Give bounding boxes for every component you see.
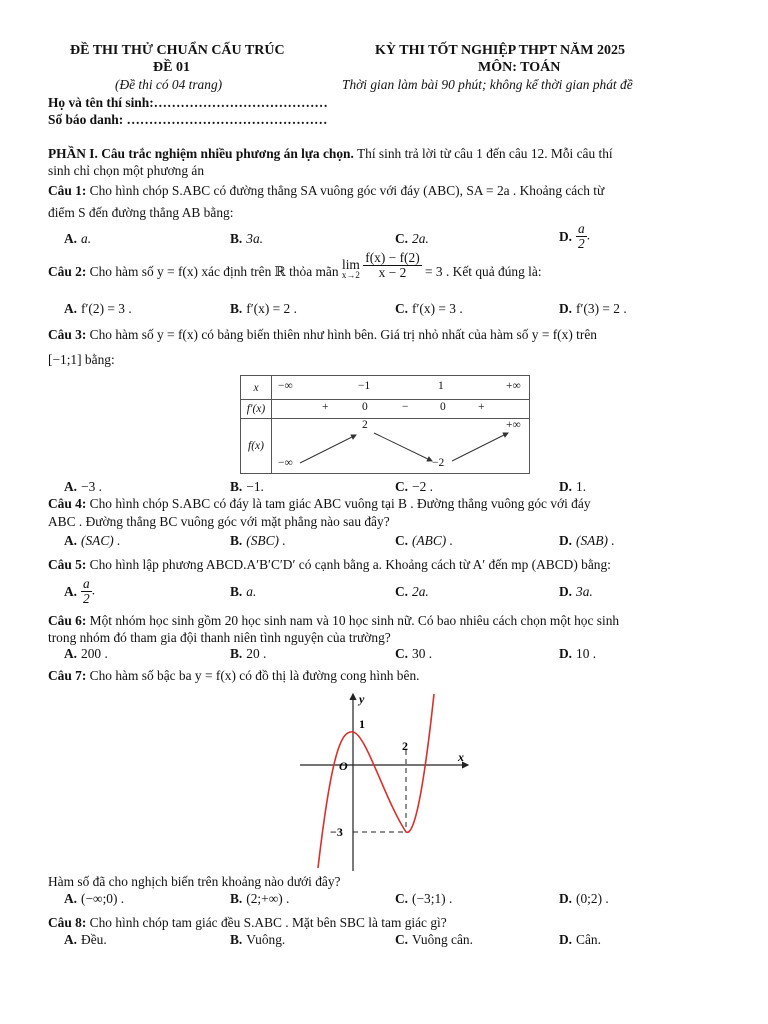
vt-sign-4: + <box>478 401 485 413</box>
q4-option-c[interactable]: C. (ABC) . <box>395 533 453 548</box>
q3-option-d[interactable]: D. 1. <box>559 479 587 494</box>
q5-label: Câu 5: <box>48 557 87 572</box>
q3-option-c[interactable]: C. −2 . <box>395 479 433 494</box>
vt-x-2: 1 <box>438 380 444 392</box>
q2-frac-num: f(x) − f(2) <box>365 250 420 266</box>
q6-stem <box>48 612 723 629</box>
vt-sign-0: + <box>322 401 329 413</box>
vt-x-1: −1 <box>358 380 371 392</box>
q8-option-c[interactable]: C. Vuông cân. <box>395 932 473 947</box>
variation-table <box>240 375 530 474</box>
q4-label: Câu 4: <box>48 496 87 511</box>
q6-label: Câu 6: <box>48 613 87 628</box>
graph-x-label: x <box>458 750 464 764</box>
q7-option-d[interactable]: D. (0;2) . <box>559 891 609 906</box>
graph-y-label: y <box>359 692 365 706</box>
vt-sign-2: − <box>402 401 409 413</box>
q7-text-2: Hàm số đã cho nghịch biến trên khoảng nào dưới đây? <box>48 874 341 889</box>
q4-text-2: ABC . Đường thẳng BC vuông góc với mặt phẳng nào sau đây? <box>48 514 390 529</box>
q2-lim-sub: x→2 <box>341 269 360 280</box>
q1-text-2: điểm S đến đường thẳng AB bằng: <box>48 205 234 220</box>
q8-option-d[interactable]: D. Cân. <box>559 932 601 947</box>
q1-stem <box>48 182 723 199</box>
q6-text-2: trong nhóm đó tham gia đội thanh niên tình nguyện của trường? <box>48 630 391 645</box>
vt-fp-label: f′(x) <box>241 400 272 419</box>
q2-option-d[interactable]: D. f′(3) = 2 . <box>559 301 627 316</box>
q3-stem <box>48 326 723 343</box>
cubic-curve <box>318 694 434 868</box>
q7-option-b[interactable]: B. (2;+∞) . <box>230 891 290 906</box>
vt-f-0: −∞ <box>278 457 293 469</box>
q8-stem <box>48 914 723 931</box>
q2-option-c[interactable]: C. f′(x) = 3 . <box>395 301 463 316</box>
q3-text-2: [−1;1] bằng: <box>48 352 115 367</box>
vt-x-0: −∞ <box>278 380 293 392</box>
q7-label: Câu 7: <box>48 668 87 683</box>
q5-option-c[interactable]: C. 2a. <box>395 584 429 599</box>
q4-option-b[interactable]: B. (SBC) . <box>230 533 286 548</box>
q2-frac-den: x − 2 <box>378 265 407 281</box>
q7-stem <box>48 667 723 684</box>
q2-text-a: Cho hàm số y = f(x) xác định trên ℝ thỏa mãn <box>86 264 342 279</box>
q7-option-c[interactable]: C. (−3;1) . <box>395 891 453 906</box>
vt-f-3: +∞ <box>506 419 521 431</box>
q4-option-a[interactable]: A. (SAC) . <box>64 533 121 548</box>
graph-y1-label: 1 <box>359 717 365 731</box>
q8-label: Câu 8: <box>48 915 87 930</box>
q2-label: Câu 2: <box>48 264 87 279</box>
q3-option-b[interactable]: B. −1. <box>230 479 264 494</box>
q2-option-a[interactable]: A. f′(2) = 3 . <box>64 301 132 316</box>
section-desc: Thí sinh trả lời từ câu 1 đến câu 12. Mỗi câu thí <box>353 146 613 161</box>
q6-option-b[interactable]: B. 20 . <box>230 646 267 661</box>
q1-text-1: Cho hình chóp S.ABC có đường thẳng SA vuông góc với đáy (ABC), SA = 2a . Khoảng cách từ <box>86 183 605 198</box>
vt-f-1: 2 <box>362 419 368 431</box>
q4-option-d[interactable]: D. (SAB) . <box>559 533 615 548</box>
q1-option-c[interactable]: C. 2a. <box>395 231 429 246</box>
vt-arrows <box>272 419 530 474</box>
q1-option-a[interactable]: A. a. <box>64 231 92 246</box>
q2-text-b: = 3 . Kết quả đúng là: <box>421 264 542 279</box>
vt-x-3: +∞ <box>506 380 521 392</box>
q5-option-b[interactable]: B. a. <box>230 584 257 599</box>
q5-text-1: Cho hình lập phương ABCD.A′B′C′D′ có cạnh bằng a. Khoảng cách từ A′ đến mp (ABCD) bằng: <box>86 557 611 572</box>
q7-graph <box>296 688 476 873</box>
q8-option-b[interactable]: B. Vuông. <box>230 932 286 947</box>
header-right-subject: MÔN: TOÁN <box>478 60 561 75</box>
q4-text-1: Cho hình chóp S.ABC có đáy là tam giác ABC vuông tại B . Đường thẳng vuông góc với đáy <box>86 496 591 511</box>
header-right-time: Thời gian làm bài 90 phút; không kể thời gian phát đề <box>342 77 633 92</box>
q3-label: Câu 3: <box>48 327 87 342</box>
q5-option-d[interactable]: D. 3a. <box>559 584 593 599</box>
section-title: PHẦN I. Câu trắc nghiệm nhiều phương án lựa chọn. <box>48 146 354 161</box>
q7-text-1: Cho hàm số bậc ba y = f(x) có đồ thị là đường cong hình bên. <box>86 668 420 683</box>
q7-option-a[interactable]: A. (−∞;0) . <box>64 891 125 906</box>
q6-option-a[interactable]: A. 200 . <box>64 646 108 661</box>
header-left-pages: (Đề thi có 04 trang) <box>115 77 223 92</box>
section-desc-2: sinh chỉ chọn một phương án <box>48 163 205 178</box>
q8-option-a[interactable]: A. Đều. <box>64 932 107 947</box>
header-left-title: ĐỀ THI THỬ CHUẨN CẤU TRÚC <box>70 43 285 58</box>
q1-label: Câu 1: <box>48 183 87 198</box>
q2-option-b[interactable]: B. f′(x) = 2 . <box>230 301 297 316</box>
q3-text-1: Cho hàm số y = f(x) có bảng biến thiên như hình bên. Giá trị nhỏ nhất của hàm số y = f(x) trên <box>86 327 597 342</box>
q4-stem <box>48 495 723 512</box>
q6-option-d[interactable]: D. 10 . <box>559 646 597 661</box>
q8-text-1: Cho hình chóp tam giác đều S.ABC . Mặt bên SBC là tam giác gì? <box>86 915 447 930</box>
q1-option-d[interactable]: D. $\frac{a}{2}$ . <box>559 221 591 251</box>
candidate-name-line: Họ và tên thí sinh:………………………………… <box>48 95 328 110</box>
q5-stem <box>48 556 723 573</box>
header-right-title: KỲ THI TỐT NGHIỆP THPT NĂM 2025 <box>375 43 625 58</box>
vt-sign-1: 0 <box>362 401 368 413</box>
section-intro <box>48 145 723 162</box>
candidate-id-line: Số báo danh: ……………………………………… <box>48 112 328 127</box>
vt-sign-3: 0 <box>440 401 446 413</box>
graph-origin-label: O <box>339 759 348 773</box>
vt-x-label: x <box>241 376 272 400</box>
vt-f-label: f(x) <box>241 419 272 474</box>
q6-option-c[interactable]: C. 30 . <box>395 646 433 661</box>
q2-lim: lim <box>341 256 360 272</box>
q2-stem <box>48 250 723 281</box>
q6-text-1: Một nhóm học sinh gồm 20 học sinh nam và 10 học sinh nữ. Có bao nhiêu cách chọn một học sinh <box>86 613 620 628</box>
graph-ym3-label: −3 <box>330 825 343 839</box>
q1-option-b[interactable]: B. 3a. <box>230 231 264 246</box>
header-left-code: ĐỀ 01 <box>153 60 190 75</box>
q5-option-a[interactable]: A. $\frac{a}{2}$ . <box>64 576 96 606</box>
q3-option-a[interactable]: A. −3 . <box>64 479 102 494</box>
graph-x2-label: 2 <box>402 739 408 753</box>
vt-f-2: −2 <box>432 457 445 469</box>
